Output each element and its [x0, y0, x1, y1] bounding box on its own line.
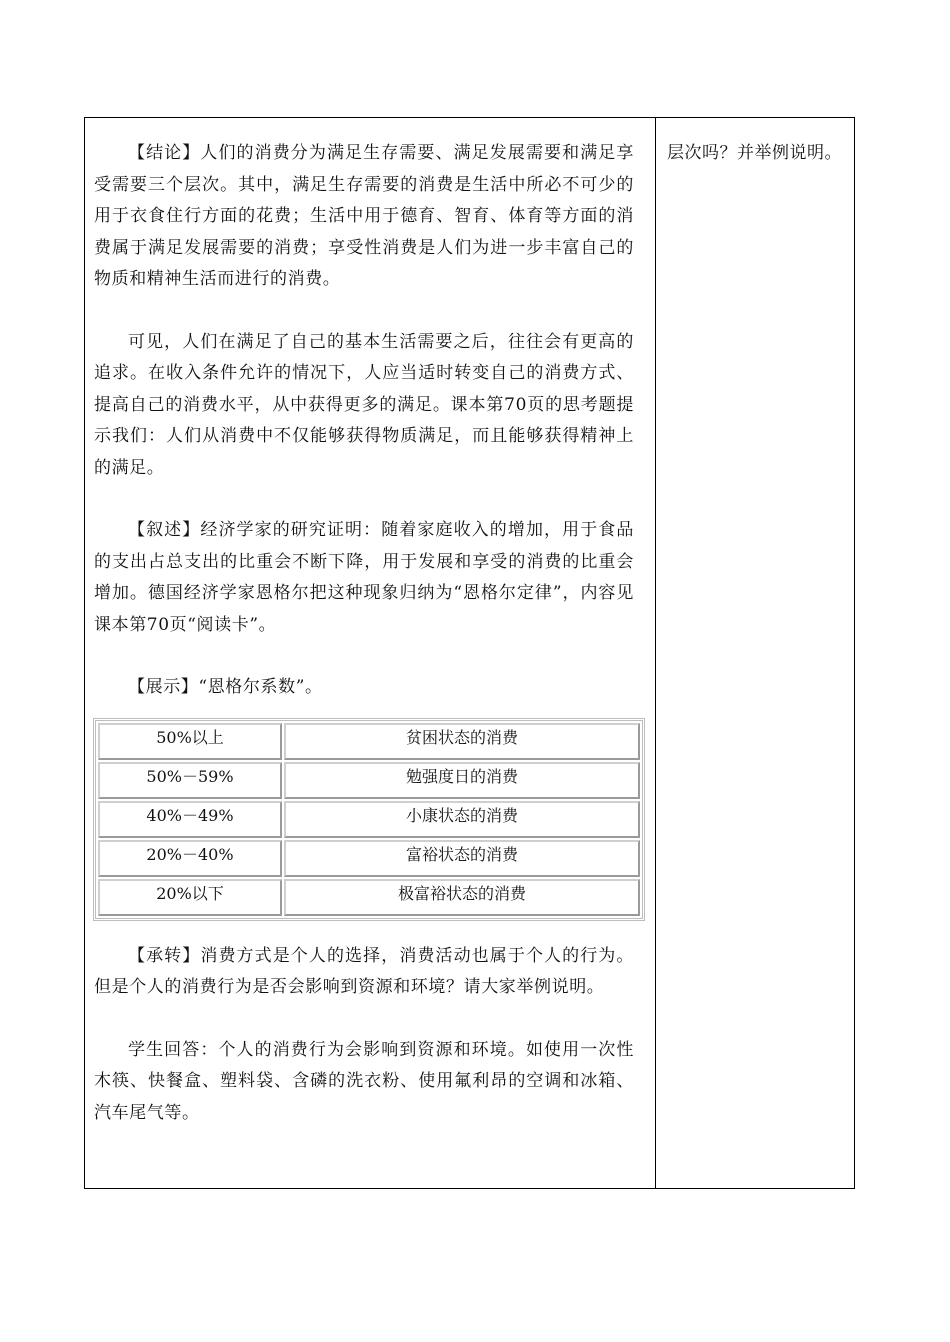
consumption-level-cell: 小康状态的消费 [284, 801, 640, 838]
table-row [98, 879, 640, 916]
engel-coefficient-table [93, 718, 645, 921]
consumption-level-cell: 贫困状态的消费 [284, 723, 640, 760]
explanation-paragraph: 可见，人们在满足了自己的基本生活需要之后，往往会有更高的追求。在收入条件允许的情况下，人应当适时转变自己的消费方式、提高自己的消费水平，从中获得更多的满足。课本第70页的思考题提示我们：人们从消费中不仅能够获得物质满足，而且能够获得精神上的满足。 [94, 331, 634, 478]
coefficient-range-cell: 50%－59% [98, 762, 282, 799]
display-paragraph: 【展示】“恩格尔系数”。 [128, 677, 323, 697]
conclusion-paragraph: 【结论】人们的消费分为满足生存需要、满足发展需要和满足享受需要三个层次。其中，满足生存需要的消费是生活中所必不可少的用于衣食住行方面的花费；生活中用于德育、智育、体育等方面的消费属于满足发展需要的消费；享受性消费是人们为进一步丰富自己的物质和精神生活而进行的消费。 [94, 143, 634, 289]
coefficient-range-cell: 20%以下 [98, 879, 282, 916]
coefficient-range-cell: 20%－40% [98, 840, 282, 877]
table-row [98, 801, 640, 838]
consumption-level-cell: 极富裕状态的消费 [284, 879, 640, 916]
table-row [98, 762, 640, 799]
column-divider [655, 118, 656, 1188]
coefficient-range-cell: 50%以上 [98, 723, 282, 760]
teaching-content-column [94, 138, 634, 1160]
activity-notes-column [667, 138, 842, 170]
lesson-table-frame [84, 117, 855, 1189]
consumption-level-cell: 富裕状态的消费 [284, 840, 640, 877]
transition-paragraph: 【承转】消费方式是个人的选择，消费活动也属于个人的行为。但是个人的消费行为是否会影响到资源和环境？请大家举例说明。 [94, 945, 634, 997]
side-note-text: 层次吗？并举例说明。 [667, 143, 842, 163]
table-row [98, 840, 640, 877]
narration-paragraph: 【叙述】经济学家的研究证明：随着家庭收入的增加，用于食品的支出占总支出的比重会不断下降，用于发展和享受的消费的比重会增加。德国经济学家恩格尔把这种现象归纳为“恩格尔定律”，内容见课本第70页“阅读卡”。 [94, 520, 634, 635]
table-row [98, 723, 640, 760]
consumption-level-cell: 勉强度日的消费 [284, 762, 640, 799]
student-answer-paragraph: 学生回答：个人的消费行为会影响到资源和环境。如使用一次性木筷、快餐盒、塑料袋、含磷的洗衣粉、使用氟利昂的空调和冰箱、汽车尾气等。 [94, 1039, 634, 1123]
coefficient-range-cell: 40%－49% [98, 801, 282, 838]
